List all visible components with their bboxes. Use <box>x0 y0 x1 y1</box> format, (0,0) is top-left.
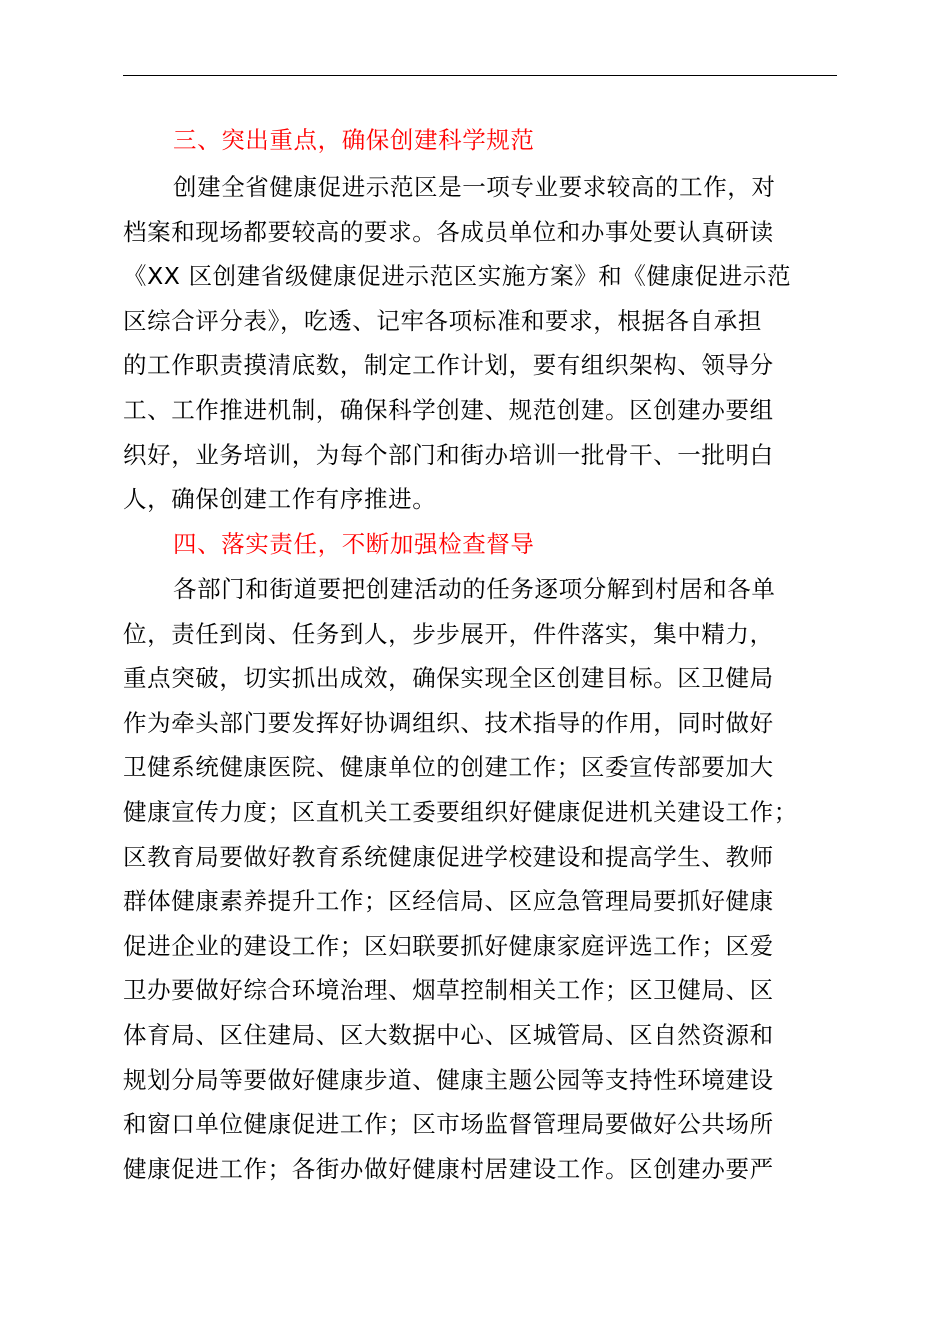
paragraph-line: 卫健系统健康医院、健康单位的创建工作；区委宣传部要加大 <box>123 753 774 781</box>
paragraph-line: 作为牵头部门要发挥好协调组织、技术指导的作用，同时做好 <box>123 709 774 737</box>
paragraph-line: 位，责任到岗、任务到人，步步展开，件件落实，集中精力， <box>123 620 774 648</box>
paragraph-line: 工、工作推进机制，确保科学创建、规范创建。区创建办要组 <box>123 396 774 424</box>
paragraph-line: 体育局、区住建局、区大数据中心、区城管局、区自然资源和 <box>123 1021 774 1049</box>
paragraph-line: 各部门和街道要把创建活动的任务逐项分解到村居和各单 <box>173 575 776 603</box>
paragraph-line: 健康促进工作；各街办做好健康村居建设工作。区创建办要严 <box>123 1155 774 1183</box>
paragraph-line: 促进企业的建设工作；区妇联要抓好健康家庭评选工作；区爱 <box>123 932 774 960</box>
paragraph-line: 的工作职责摸清底数，制定工作计划，要有组织架构、领导分 <box>123 351 774 379</box>
header-rule <box>123 75 837 76</box>
paragraph-line: 人，确保创建工作有序推进。 <box>123 485 437 513</box>
paragraph-line: 规划分局等要做好健康步道、健康主题公园等支持性环境建设 <box>123 1066 774 1094</box>
section-heading-3: 三、突出重点，确保创建科学规范 <box>173 126 535 154</box>
paragraph-line: 《XX 区创建省级健康促进示范区实施方案》和《健康促进示范 <box>123 262 792 290</box>
paragraph-line: 和窗口单位健康促进工作；区市场监督管理局要做好公共场所 <box>123 1110 774 1138</box>
paragraph-line: 档案和现场都要较高的要求。各成员单位和办事处要认真研读 <box>123 218 774 246</box>
section-heading-4: 四、落实责任，不断加强检查督导 <box>173 530 535 558</box>
paragraph-line: 创建全省健康促进示范区是一项专业要求较高的工作，对 <box>173 173 776 201</box>
paragraph-line: 区教育局要做好教育系统健康促进学校建设和提高学生、教师 <box>123 843 774 871</box>
paragraph-line: 健康宣传力度；区直机关工委要组织好健康促进机关建设工作； <box>123 798 798 826</box>
paragraph-line: 区综合评分表》，吃透、记牢各项标准和要求，根据各自承担 <box>123 307 762 335</box>
paragraph-line: 重点突破，切实抓出成效，确保实现全区创建目标。区卫健局 <box>123 664 774 692</box>
paragraph-line: 群体健康素养提升工作；区经信局、区应急管理局要抓好健康 <box>123 887 774 915</box>
paragraph-line: 卫办要做好综合环境治理、烟草控制相关工作；区卫健局、区 <box>123 976 774 1004</box>
paragraph-line: 织好，业务培训，为每个部门和街办培训一批骨干、一批明白 <box>123 441 774 469</box>
